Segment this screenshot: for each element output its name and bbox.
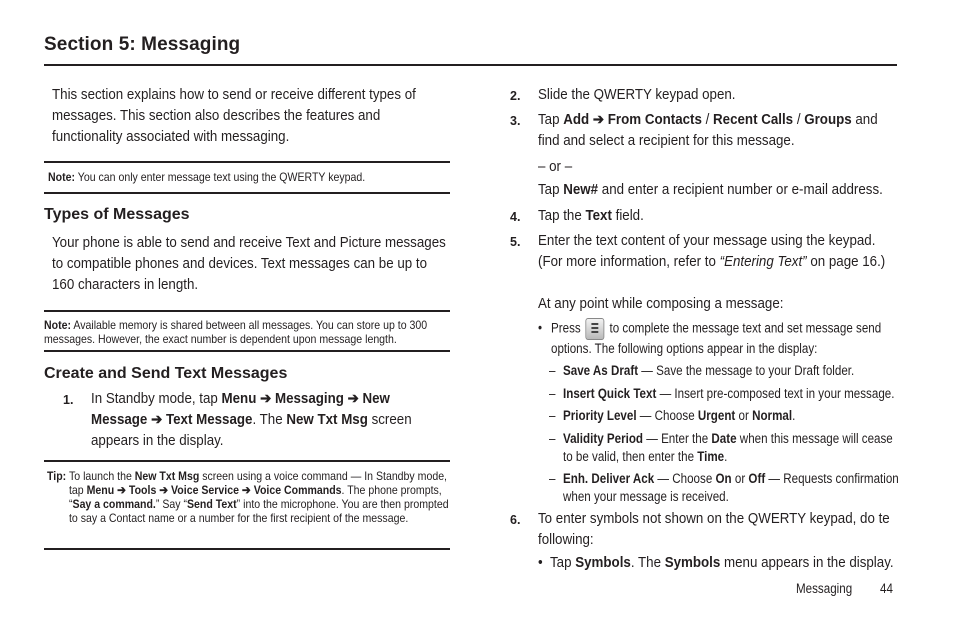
page-title: Section 5: Messaging bbox=[44, 34, 241, 55]
step1-number: 1. bbox=[63, 393, 74, 407]
option-end: . bbox=[792, 408, 796, 423]
note1 bbox=[48, 170, 444, 184]
dash-icon: – bbox=[549, 431, 556, 446]
option-or: or bbox=[735, 408, 753, 423]
menu-key-icon bbox=[586, 318, 605, 340]
intro-paragraph: This section explains how to send or receive different types of messages. This section also describes the features and functionality associated with messaging. bbox=[52, 87, 416, 145]
step3-slash: / bbox=[701, 112, 714, 128]
arrow-icon: ➔ bbox=[151, 412, 163, 428]
option-desc: — Choose bbox=[636, 408, 698, 423]
option-name: Save As Draft bbox=[563, 363, 639, 378]
note1-top-rule bbox=[44, 161, 450, 163]
tip-new-txt-msg: New Txt Msg bbox=[134, 469, 200, 483]
note2 bbox=[44, 318, 449, 346]
page-number: 44 bbox=[880, 581, 893, 596]
step5-ref-post: on page 16.) bbox=[806, 254, 886, 270]
step6-text: To enter symbols not shown on the QWERTY keypad, do te following: bbox=[538, 511, 890, 548]
step6-symbols2: Symbols bbox=[664, 555, 721, 571]
step3-text bbox=[538, 110, 897, 152]
footer-section: Messaging bbox=[796, 581, 853, 596]
step1-pre: In Standby mode, tap bbox=[91, 391, 222, 407]
step6-mid: . The bbox=[630, 555, 665, 571]
tip-label bbox=[47, 469, 66, 483]
step6-bullet bbox=[550, 553, 918, 574]
arrow-icon: ➔ bbox=[260, 391, 272, 407]
arrow-icon: ➔ bbox=[241, 483, 251, 497]
note2-text: Available memory is shared between all messages. You can store up to 300 messages. However, the exact number is dependent upon message length. bbox=[44, 318, 428, 346]
step3-number: 3. bbox=[510, 114, 521, 128]
step3-or: – or – bbox=[538, 159, 573, 175]
option-value: Date bbox=[711, 431, 737, 446]
step4-pre: Tap the bbox=[538, 208, 586, 224]
step3-new-hash: New# bbox=[563, 182, 599, 198]
dash-icon: – bbox=[549, 363, 556, 378]
option-priority-level bbox=[563, 407, 907, 425]
tip-top-rule bbox=[44, 460, 450, 462]
step5-bullet-post: to complete the message text and set message send options. The following options appear in the display: bbox=[551, 320, 882, 356]
create-heading: Create and Send Text Messages bbox=[44, 365, 288, 382]
step3-slash: / bbox=[793, 112, 805, 128]
step3-groups: Groups bbox=[804, 112, 852, 128]
option-desc: — Choose bbox=[654, 471, 716, 486]
note1-label: Note: bbox=[48, 170, 75, 184]
step3-tap: Tap bbox=[538, 112, 564, 128]
dash-icon: – bbox=[549, 408, 556, 423]
step3-post: and find and select a recipient for this message. bbox=[538, 112, 878, 149]
step6-number: 6. bbox=[510, 513, 521, 527]
dash-icon: – bbox=[549, 386, 556, 401]
note2-label: Note: bbox=[44, 318, 71, 332]
step4-number: 4. bbox=[510, 210, 521, 224]
step3-from-contacts: From Contacts bbox=[607, 112, 702, 128]
option-name: Enh. Deliver Ack bbox=[563, 471, 655, 486]
types-paragraph: Your phone is able to send and receive Text and Picture messages to compatible phones and devices. Text messages can be up to 160 characters in length. bbox=[52, 235, 446, 293]
step5-ref: “Entering Text” bbox=[719, 254, 807, 270]
option-desc: — Enter the bbox=[643, 431, 712, 446]
option-save-draft bbox=[563, 362, 907, 380]
option-value: On bbox=[715, 471, 732, 486]
option-enh-deliver-ack bbox=[563, 470, 903, 506]
bullet-icon: • bbox=[538, 320, 543, 335]
step6-symbols: Symbols bbox=[575, 555, 631, 571]
arrow-icon: ➔ bbox=[159, 483, 169, 497]
step4-text bbox=[538, 206, 897, 227]
note1-bottom-rule bbox=[44, 192, 450, 194]
step1-messaging: Messaging bbox=[274, 391, 344, 407]
option-validity-period bbox=[563, 430, 894, 466]
step3-post2: and enter a recipient number or e-mail address. bbox=[598, 182, 883, 198]
step1-mid: . The bbox=[252, 412, 287, 428]
option-or: or bbox=[731, 471, 749, 486]
types-heading: Types of Messages bbox=[44, 206, 190, 223]
option-end: — Requests confirmation when your message is received. bbox=[563, 471, 899, 504]
option-insert-quick-text bbox=[563, 385, 907, 403]
tip-bottom-rule bbox=[44, 548, 450, 550]
tip-tools: Tools bbox=[128, 483, 157, 497]
option-value: Off bbox=[748, 471, 766, 486]
option-name: Validity Period bbox=[563, 431, 644, 446]
tip-label-text: Tip: bbox=[47, 469, 67, 483]
tip-t5: ” into the microphone. You are then prompted to say a Contact name or a number for the first recipient of the message. bbox=[69, 497, 449, 525]
step3-alt bbox=[538, 180, 906, 201]
step6-post: menu appears in the display. bbox=[720, 555, 894, 571]
option-mid: when this message will cease to be valid, then enter the bbox=[563, 431, 893, 464]
tip-menu: Menu bbox=[86, 483, 115, 497]
step1-text bbox=[91, 389, 450, 452]
step4-post: field. bbox=[611, 208, 644, 224]
step1-menu: Menu bbox=[221, 391, 257, 407]
tip-t1: To launch the bbox=[69, 469, 135, 483]
step2-text: Slide the QWERTY keypad open. bbox=[538, 87, 736, 103]
tip-t2: screen using a voice command — In Standby mode, tap bbox=[69, 469, 448, 497]
option-end: . bbox=[724, 449, 728, 464]
arrow-icon: ➔ bbox=[117, 483, 126, 497]
tip-t3: . The phone prompts, “ bbox=[69, 483, 442, 511]
tip-voice-service: Voice Service bbox=[171, 483, 239, 497]
option-name: Insert Quick Text bbox=[563, 386, 657, 401]
note1-text: You can only enter message text using the QWERTY keypad. bbox=[77, 170, 366, 184]
option-desc: — Insert pre-composed text in your message. bbox=[656, 386, 895, 401]
tip-voice-commands: Voice Commands bbox=[253, 483, 342, 497]
step1-post: screen appears in the display. bbox=[91, 412, 412, 449]
title-rule bbox=[44, 64, 897, 66]
step5-number: 5. bbox=[510, 235, 521, 249]
step6-bullet-pre: Tap bbox=[550, 555, 576, 571]
tip-send-text: Send Text bbox=[186, 497, 237, 511]
step5-bullet bbox=[551, 318, 895, 358]
option-name: Priority Level bbox=[563, 408, 637, 423]
step3-tap2: Tap bbox=[538, 182, 564, 198]
option-value: Urgent bbox=[697, 408, 736, 423]
step1-new-txt-msg: New Txt Msg bbox=[286, 412, 368, 428]
step3-recent-calls: Recent Calls bbox=[713, 112, 794, 128]
step1-new-message: New Message bbox=[91, 391, 390, 428]
note2-bottom-rule bbox=[44, 350, 450, 352]
tip-text bbox=[69, 469, 449, 525]
step5-bullet-pre: Press bbox=[551, 320, 584, 336]
step4-text-field: Text bbox=[585, 208, 612, 224]
bullet-icon: • bbox=[538, 555, 543, 571]
step2-number: 2. bbox=[510, 89, 521, 103]
note2-top-rule bbox=[44, 310, 450, 312]
option-desc: — Save the message to your Draft folder. bbox=[638, 363, 855, 378]
tip-t4: ” Say “ bbox=[155, 497, 187, 511]
option-value: Time bbox=[697, 449, 725, 464]
option-value: Normal bbox=[752, 408, 793, 423]
tip-say-command: Say a command. bbox=[72, 497, 156, 511]
dash-icon: – bbox=[549, 471, 556, 486]
step5-text bbox=[538, 231, 897, 273]
step3-add: Add bbox=[563, 112, 590, 128]
step5-main: Enter the text content of your message using the keypad. (For more information, refer to bbox=[538, 233, 876, 270]
arrow-icon: ➔ bbox=[592, 112, 605, 128]
step5-while: At any point while composing a message: bbox=[538, 296, 784, 312]
arrow-icon: ➔ bbox=[347, 391, 359, 407]
step1-text-message: Text Message bbox=[165, 412, 253, 428]
